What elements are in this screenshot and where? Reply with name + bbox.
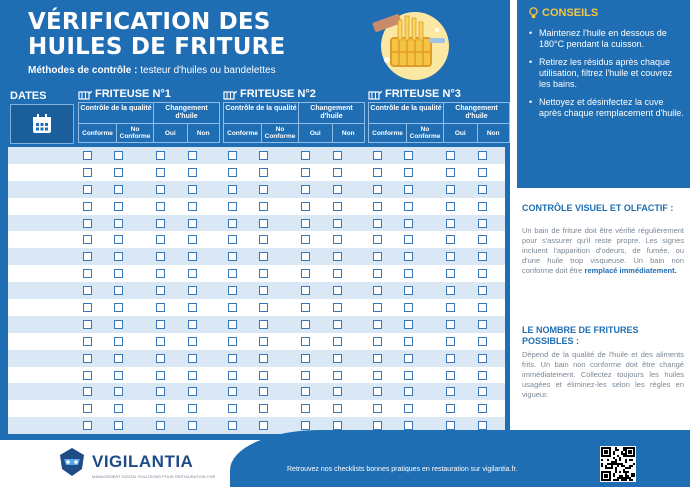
checkbox[interactable] xyxy=(333,404,342,413)
checkbox[interactable] xyxy=(228,151,237,160)
col-non-conforme: No Conforme xyxy=(116,123,153,142)
oil-change-group: Changement d'huile Oui Non xyxy=(154,102,220,143)
col-conforme: Conforme xyxy=(224,123,261,142)
checkbox[interactable] xyxy=(478,202,487,211)
checkbox[interactable] xyxy=(228,404,237,413)
visual-control-text: Un bain de friture doit être vérifié régulièrement pour s'assurer qu'il reste propre. Les signes incluent l'apparition d'odeurs, de fumée, ou d'une huile trop visqueuse. Un bain non conforme doit être remplacé immédiatement. xyxy=(522,226,684,275)
table-row xyxy=(8,231,505,248)
checkbox[interactable] xyxy=(259,421,268,430)
fry-count-text: Dépend de la qualité de l'huile et des aliments frits. Un bain non conforme doit être changé immédiatement. Collectez toujours les huiles usagées et éliminez-les selon les règles en vigueur. xyxy=(522,350,684,399)
checkbox[interactable] xyxy=(156,371,165,380)
col-non: Non xyxy=(187,123,220,142)
quality-control-group: Contrôle de la qualité Conforme No Conforme xyxy=(223,102,299,143)
table-row xyxy=(8,350,505,367)
checkbox[interactable] xyxy=(446,219,455,228)
checkbox[interactable] xyxy=(446,185,455,194)
checkbox[interactable] xyxy=(188,354,197,363)
col-conforme: Conforme xyxy=(369,123,406,142)
checkbox[interactable] xyxy=(373,269,382,278)
date-cell[interactable] xyxy=(8,215,72,232)
col-oui: Oui xyxy=(444,123,477,142)
checkbox[interactable] xyxy=(156,185,165,194)
checkbox[interactable] xyxy=(114,252,123,261)
checkbox[interactable] xyxy=(114,185,123,194)
tip-item: • Nettoyez et désinfectez la cuve après chaque remplacement d'huile. xyxy=(529,97,684,119)
checkbox[interactable] xyxy=(83,252,92,261)
checkbox[interactable] xyxy=(333,202,342,211)
checkbox[interactable] xyxy=(478,404,487,413)
checkbox[interactable] xyxy=(333,421,342,430)
conseils-box xyxy=(517,0,690,188)
subtitle-methods: testeur d'huiles ou bandelettes xyxy=(137,65,276,76)
checkbox[interactable] xyxy=(83,269,92,278)
checkbox[interactable] xyxy=(478,354,487,363)
checkbox[interactable] xyxy=(446,235,455,244)
checkbox[interactable] xyxy=(446,286,455,295)
info-panel xyxy=(517,0,690,440)
checkbox[interactable] xyxy=(114,202,123,211)
checkbox[interactable] xyxy=(301,269,310,278)
checkbox[interactable] xyxy=(373,235,382,244)
checkbox[interactable] xyxy=(478,185,487,194)
checkbox[interactable] xyxy=(404,421,413,430)
checkbox[interactable] xyxy=(83,303,92,312)
checkbox[interactable] xyxy=(188,202,197,211)
table-row xyxy=(8,248,505,265)
checkbox[interactable] xyxy=(478,387,487,396)
date-cell[interactable] xyxy=(8,198,72,215)
title-line-1: VÉRIFICATION DES xyxy=(28,9,271,35)
checkbox[interactable] xyxy=(188,168,197,177)
checkbox[interactable] xyxy=(373,252,382,261)
checkbox[interactable] xyxy=(404,320,413,329)
checkbox[interactable] xyxy=(373,303,382,312)
checkbox[interactable] xyxy=(228,354,237,363)
fryer-3-header xyxy=(368,86,510,143)
checkbox[interactable] xyxy=(83,168,92,177)
checkbox[interactable] xyxy=(301,168,310,177)
checkbox[interactable] xyxy=(259,235,268,244)
brand-name: VIGILANTIA xyxy=(92,452,194,471)
checkbox[interactable] xyxy=(446,269,455,278)
fryer-2-title: FRITEUSE N°2 xyxy=(223,86,365,102)
checkbox[interactable] xyxy=(301,219,310,228)
checkbox[interactable] xyxy=(373,151,382,160)
date-cell[interactable] xyxy=(8,231,72,248)
brand-logo xyxy=(58,447,193,477)
checkbox[interactable] xyxy=(259,303,268,312)
checkbox[interactable] xyxy=(83,337,92,346)
checkbox[interactable] xyxy=(446,421,455,430)
date-cell[interactable] xyxy=(8,164,72,181)
checkbox[interactable] xyxy=(446,337,455,346)
checkbox[interactable] xyxy=(333,371,342,380)
checkbox[interactable] xyxy=(156,286,165,295)
checkbox[interactable] xyxy=(114,337,123,346)
checkbox[interactable] xyxy=(478,168,487,177)
fry-count-title: LE NOMBRE DE FRITURES POSSIBLES : xyxy=(522,325,639,346)
checkbox[interactable] xyxy=(373,286,382,295)
checkbox[interactable] xyxy=(333,185,342,194)
checkbox[interactable] xyxy=(156,421,165,430)
table-row xyxy=(8,181,505,198)
fryer-basket-icon xyxy=(78,89,92,100)
col-oui: Oui xyxy=(154,123,187,142)
checkbox[interactable] xyxy=(301,320,310,329)
checkbox[interactable] xyxy=(83,320,92,329)
checkbox[interactable] xyxy=(301,421,310,430)
checkbox[interactable] xyxy=(188,303,197,312)
table-row xyxy=(8,215,505,232)
checkbox[interactable] xyxy=(373,404,382,413)
checkbox[interactable] xyxy=(114,303,123,312)
checkbox[interactable] xyxy=(301,202,310,211)
checkbox[interactable] xyxy=(301,387,310,396)
fryer-1-title: FRITEUSE N°1 xyxy=(78,86,220,102)
date-cell[interactable] xyxy=(8,400,72,417)
checkbox[interactable] xyxy=(188,320,197,329)
checkbox[interactable] xyxy=(228,337,237,346)
checkbox[interactable] xyxy=(259,354,268,363)
checkbox[interactable] xyxy=(114,235,123,244)
checkbox[interactable] xyxy=(83,387,92,396)
checkbox[interactable] xyxy=(333,252,342,261)
table-row xyxy=(8,147,505,164)
col-oui: Oui xyxy=(299,123,332,142)
quality-control-group: Contrôle de la qualité Conforme No Conforme xyxy=(78,102,154,143)
table-row xyxy=(8,198,505,215)
checkbox[interactable] xyxy=(228,202,237,211)
date-cell[interactable] xyxy=(8,383,72,400)
date-cell[interactable] xyxy=(8,282,72,299)
checkbox[interactable] xyxy=(478,371,487,380)
checkbox[interactable] xyxy=(228,252,237,261)
checkbox[interactable] xyxy=(114,168,123,177)
checkbox[interactable] xyxy=(301,286,310,295)
checkbox[interactable] xyxy=(114,151,123,160)
col-non: Non xyxy=(477,123,510,142)
checkbox[interactable] xyxy=(156,252,165,261)
checkbox[interactable] xyxy=(478,219,487,228)
checkbox[interactable] xyxy=(156,354,165,363)
checkbox[interactable] xyxy=(373,185,382,194)
checkbox[interactable] xyxy=(114,371,123,380)
checkbox[interactable] xyxy=(259,404,268,413)
checkbox[interactable] xyxy=(188,151,197,160)
checkbox[interactable] xyxy=(478,320,487,329)
checkbox[interactable] xyxy=(373,219,382,228)
checkbox[interactable] xyxy=(333,387,342,396)
checkbox[interactable] xyxy=(373,421,382,430)
checkbox[interactable] xyxy=(404,151,413,160)
checkbox[interactable] xyxy=(83,235,92,244)
checkbox[interactable] xyxy=(188,421,197,430)
checkbox[interactable] xyxy=(228,286,237,295)
checkbox[interactable] xyxy=(259,337,268,346)
fries-illustration-icon xyxy=(365,8,451,84)
checkbox[interactable] xyxy=(446,404,455,413)
checkbox[interactable] xyxy=(404,337,413,346)
table-row xyxy=(8,299,505,316)
checkbox[interactable] xyxy=(259,286,268,295)
checkbox[interactable] xyxy=(259,371,268,380)
oil-change-group: Changement d'huile Oui Non xyxy=(299,102,365,143)
date-cell[interactable] xyxy=(8,248,72,265)
checkbox[interactable] xyxy=(228,168,237,177)
checkbox[interactable] xyxy=(156,337,165,346)
checkbox[interactable] xyxy=(404,269,413,278)
checkbox[interactable] xyxy=(259,151,268,160)
checkbox[interactable] xyxy=(114,269,123,278)
checkbox[interactable] xyxy=(373,320,382,329)
checkbox[interactable] xyxy=(188,371,197,380)
checkbox[interactable] xyxy=(259,252,268,261)
checkbox[interactable] xyxy=(373,202,382,211)
checkbox[interactable] xyxy=(228,371,237,380)
table-row xyxy=(8,383,505,400)
col-conforme: Conforme xyxy=(79,123,116,142)
page-title xyxy=(28,10,285,60)
checkbox[interactable] xyxy=(83,185,92,194)
checkbox[interactable] xyxy=(404,202,413,211)
checkbox[interactable] xyxy=(404,303,413,312)
checkbox[interactable] xyxy=(404,252,413,261)
checkbox[interactable] xyxy=(301,185,310,194)
checkbox[interactable] xyxy=(228,320,237,329)
checkbox[interactable] xyxy=(188,269,197,278)
checkbox[interactable] xyxy=(83,219,92,228)
checkbox[interactable] xyxy=(301,354,310,363)
checkbox[interactable] xyxy=(333,269,342,278)
checkbox[interactable] xyxy=(404,185,413,194)
fryer-basket-icon xyxy=(368,89,382,100)
date-cell[interactable] xyxy=(8,316,72,333)
fryer-2-header xyxy=(223,86,365,143)
checkbox[interactable] xyxy=(301,151,310,160)
checkbox[interactable] xyxy=(404,286,413,295)
checkbox[interactable] xyxy=(446,354,455,363)
checkbox[interactable] xyxy=(188,219,197,228)
checkbox[interactable] xyxy=(114,354,123,363)
dates-label: DATES xyxy=(10,90,47,102)
checkbox[interactable] xyxy=(446,320,455,329)
checkbox[interactable] xyxy=(259,168,268,177)
checkbox[interactable] xyxy=(333,303,342,312)
checkbox[interactable] xyxy=(188,252,197,261)
date-cell[interactable] xyxy=(8,350,72,367)
checkbox[interactable] xyxy=(446,168,455,177)
checkbox[interactable] xyxy=(114,387,123,396)
checkbox[interactable] xyxy=(478,252,487,261)
checkbox[interactable] xyxy=(404,219,413,228)
checkbox[interactable] xyxy=(333,337,342,346)
col-non-conforme: No Conforme xyxy=(261,123,298,142)
checkbox[interactable] xyxy=(156,269,165,278)
checkbox[interactable] xyxy=(478,421,487,430)
checkbox[interactable] xyxy=(188,286,197,295)
date-cell[interactable] xyxy=(8,367,72,384)
date-cell[interactable] xyxy=(8,181,72,198)
checkbox[interactable] xyxy=(446,252,455,261)
title-line-2: HUILES DE FRITURE xyxy=(28,34,286,60)
checkbox[interactable] xyxy=(404,354,413,363)
checkbox[interactable] xyxy=(478,337,487,346)
checkbox[interactable] xyxy=(228,235,237,244)
tip-item: • Maintenez l'huile en dessous de 180°C pendant la cuisson. xyxy=(529,28,684,50)
calendar-icon xyxy=(31,113,53,135)
tip-item: • Retirez les résidus après chaque utilisation, filtrez l'huile et couvrez les bains. xyxy=(529,57,684,90)
table-row xyxy=(8,164,505,181)
calendar-box xyxy=(10,104,74,144)
checkbox[interactable] xyxy=(478,303,487,312)
checkbox[interactable] xyxy=(156,202,165,211)
checkbox[interactable] xyxy=(333,151,342,160)
col-non-conforme: No Conforme xyxy=(406,123,443,142)
checkbox[interactable] xyxy=(373,354,382,363)
checkbox[interactable] xyxy=(259,320,268,329)
visual-control-title: CONTRÔLE VISUEL ET OLFACTIF : xyxy=(522,203,674,213)
date-cell[interactable] xyxy=(8,265,72,282)
checkbox[interactable] xyxy=(478,286,487,295)
table-row xyxy=(8,400,505,417)
table-row xyxy=(8,265,505,282)
date-cell[interactable] xyxy=(8,147,72,164)
qr-code-icon xyxy=(600,446,636,482)
quality-control-group: Contrôle de la qualité Conforme No Conforme xyxy=(368,102,444,143)
checkbox[interactable] xyxy=(333,286,342,295)
checkbox[interactable] xyxy=(83,151,92,160)
checkbox[interactable] xyxy=(259,269,268,278)
checkbox[interactable] xyxy=(446,303,455,312)
mascot-logo-icon xyxy=(58,447,86,477)
brand-tagline: MANAGEMENT DIGITAL SOLUTIONS POUR RESTAURATION CHR xyxy=(92,474,216,479)
table-row xyxy=(8,282,505,299)
checkbox[interactable] xyxy=(114,404,123,413)
checkbox[interactable] xyxy=(333,219,342,228)
table-row xyxy=(8,316,505,333)
checkbox[interactable] xyxy=(156,219,165,228)
checkbox[interactable] xyxy=(446,371,455,380)
checkbox[interactable] xyxy=(404,168,413,177)
checkbox[interactable] xyxy=(188,337,197,346)
checkbox[interactable] xyxy=(301,337,310,346)
checkbox[interactable] xyxy=(114,421,123,430)
checkbox[interactable] xyxy=(478,269,487,278)
subtitle-label: Méthodes de contrôle : xyxy=(28,65,138,76)
fryer-1-header xyxy=(78,86,220,143)
checkbox[interactable] xyxy=(114,320,123,329)
checkbox[interactable] xyxy=(373,371,382,380)
checkbox[interactable] xyxy=(404,235,413,244)
fryer-3-title: FRITEUSE N°3 xyxy=(368,86,510,102)
table-row xyxy=(8,333,505,350)
checkbox[interactable] xyxy=(259,219,268,228)
checkbox[interactable] xyxy=(446,202,455,211)
checkbox[interactable] xyxy=(301,303,310,312)
conseils-title: CONSEILS xyxy=(529,7,598,19)
checkbox[interactable] xyxy=(188,404,197,413)
checkbox[interactable] xyxy=(83,202,92,211)
checkbox[interactable] xyxy=(373,387,382,396)
checkbox[interactable] xyxy=(83,354,92,363)
lightbulb-icon xyxy=(529,7,538,19)
checklist-rows xyxy=(8,147,505,434)
date-cell[interactable] xyxy=(8,299,72,316)
checkbox[interactable] xyxy=(333,168,342,177)
checkbox[interactable] xyxy=(188,387,197,396)
date-cell[interactable] xyxy=(8,333,72,350)
checkbox[interactable] xyxy=(188,235,197,244)
checkbox[interactable] xyxy=(373,337,382,346)
checkbox[interactable] xyxy=(373,168,382,177)
checkbox[interactable] xyxy=(301,235,310,244)
checkbox[interactable] xyxy=(259,202,268,211)
checkbox[interactable] xyxy=(156,387,165,396)
date-cell[interactable] xyxy=(8,417,72,434)
footer-link-text: Retrouvez nos checklists bonnes pratiques en restauration sur vigilantia.fr. xyxy=(287,466,518,473)
checkbox[interactable] xyxy=(301,404,310,413)
checkbox[interactable] xyxy=(404,404,413,413)
checkbox[interactable] xyxy=(83,421,92,430)
checkbox[interactable] xyxy=(333,354,342,363)
checkbox[interactable] xyxy=(228,269,237,278)
checkbox[interactable] xyxy=(188,185,197,194)
checkbox[interactable] xyxy=(114,219,123,228)
checkbox[interactable] xyxy=(156,151,165,160)
checkbox[interactable] xyxy=(478,235,487,244)
checkbox[interactable] xyxy=(259,387,268,396)
checkbox[interactable] xyxy=(333,235,342,244)
checkbox[interactable] xyxy=(114,286,123,295)
checkbox[interactable] xyxy=(301,371,310,380)
checkbox[interactable] xyxy=(446,151,455,160)
checkbox[interactable] xyxy=(259,185,268,194)
checkbox[interactable] xyxy=(228,421,237,430)
checkbox[interactable] xyxy=(333,320,342,329)
checkbox[interactable] xyxy=(83,286,92,295)
checkbox[interactable] xyxy=(83,404,92,413)
subtitle xyxy=(28,65,276,76)
checkbox[interactable] xyxy=(156,303,165,312)
checkbox[interactable] xyxy=(301,252,310,261)
checkbox[interactable] xyxy=(156,168,165,177)
oil-change-group: Changement d'huile Oui Non xyxy=(444,102,510,143)
checkbox[interactable] xyxy=(228,303,237,312)
checkbox[interactable] xyxy=(478,151,487,160)
checkbox[interactable] xyxy=(404,387,413,396)
tips-list xyxy=(529,28,684,126)
checkbox[interactable] xyxy=(228,219,237,228)
col-non: Non xyxy=(332,123,365,142)
checkbox[interactable] xyxy=(446,387,455,396)
checkbox[interactable] xyxy=(83,371,92,380)
checkbox[interactable] xyxy=(156,320,165,329)
checkbox[interactable] xyxy=(156,404,165,413)
fryer-basket-icon xyxy=(223,89,237,100)
checkbox[interactable] xyxy=(228,185,237,194)
checkbox[interactable] xyxy=(156,235,165,244)
checkbox[interactable] xyxy=(404,371,413,380)
checkbox[interactable] xyxy=(228,387,237,396)
table-row xyxy=(8,367,505,384)
